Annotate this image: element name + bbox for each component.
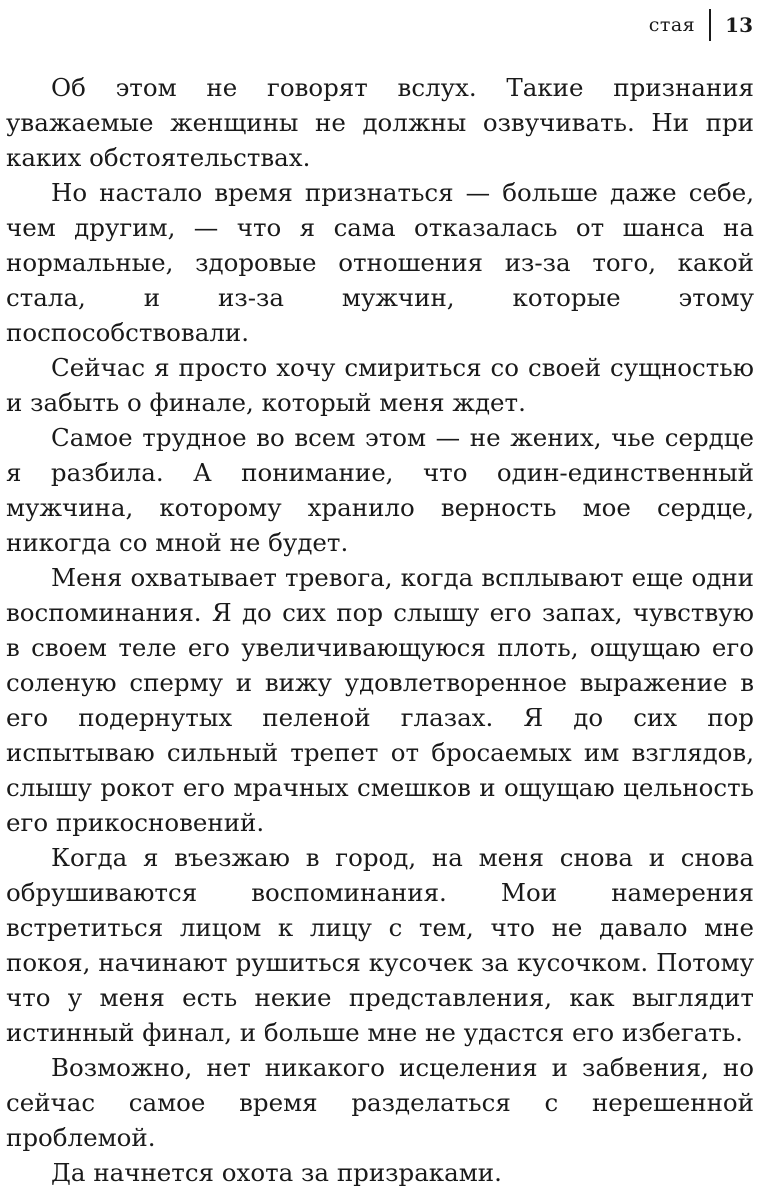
running-head (649, 8, 753, 42)
running-head-title: стая (648, 14, 696, 36)
paragraph: Об этом не говорят вслух. Такие признания уважаемые женщины не должны озвучивать. Ни при каких обстоятельствах. (6, 73, 754, 172)
paragraph: Но настало время признаться — больше даже себе, чем другим, — что я сама отказалась от шанса на нормальные, здоровые отношения из-за того, какой стала, и из-за мужчин, которые этому поспособствовали. (6, 178, 754, 347)
paragraph: Возможно, нет никакого исцеления и забвения, но сейчас самое время разделаться с нерешенной проблемой. (6, 1053, 754, 1152)
page-number: 13 (725, 13, 753, 37)
paragraph: Самое трудное во всем этом — не жених, чье сердце я разбила. А понимание, что один-единственный мужчина, которому хранило верность мое сердце, никогда со мной не будет. (6, 423, 754, 557)
paragraph: Меня охватывает тревога, когда всплывают еще одни воспоминания. Я до сих пор слышу его запах, чувствую в своем теле его увеличивающуюся плоть, ощущаю его соленую сперму и вижу удовлетворенное выражение в его подернутых пеленой глазах. Я до сих пор испытываю сильный трепет от бросаемых им взглядов, слышу рокот его мрачных смешков и ощущаю цельность его прикосновений. (6, 563, 754, 837)
paragraph: Да начнется охота за призраками. (51, 1158, 502, 1187)
paragraph: Сейчас я просто хочу смириться со своей сущностью и забыть о финале, который меня ждет. (6, 353, 754, 417)
body-text (6, 70, 754, 1190)
paragraph: Когда я въезжаю в город, на меня снова и снова обрушиваются воспоминания. Мои намерения встретиться лицом к лицу с тем, что не давало мне покоя, начинают рушиться кусочек за кусочком. Потому что у меня есть некие представления, как выглядит истинный финал, и больше мне не удастся его избегать. (6, 843, 754, 1047)
